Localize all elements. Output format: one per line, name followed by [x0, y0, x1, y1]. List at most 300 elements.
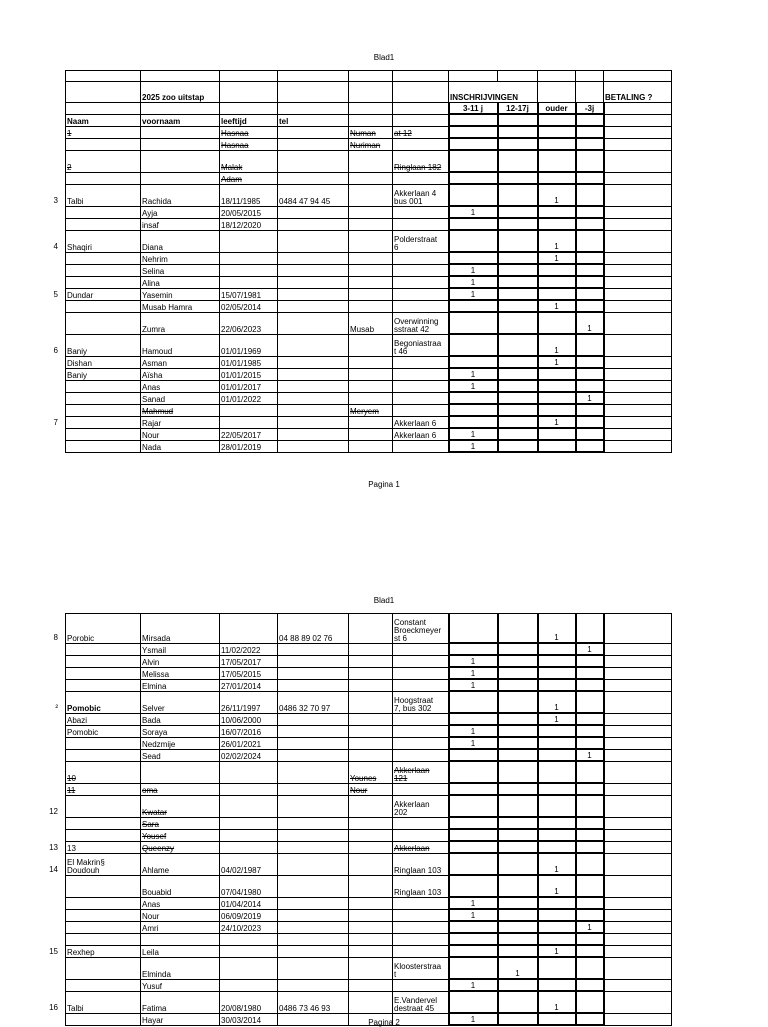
cell-b: [498, 264, 538, 276]
cell-naam: [66, 172, 141, 184]
cell-voornaam: Nour: [141, 428, 220, 440]
cell-voornaam: [141, 150, 220, 172]
cell-adres: Overwinning sstraat 42: [393, 312, 449, 334]
cell-d: [576, 957, 604, 979]
cell-tel: [278, 921, 349, 933]
table-row: [66, 404, 672, 416]
table-row: [66, 761, 672, 783]
cell-leeftijd: 02/05/2014: [220, 300, 278, 312]
cell-leeftijd: 27/01/2014: [220, 679, 278, 691]
cell-d: 1: [576, 312, 604, 334]
cell-b: [498, 921, 538, 933]
cell-leeftijd: [220, 783, 278, 795]
table-row: [66, 392, 672, 404]
cell-naam: [66, 643, 141, 655]
cell-tel: [278, 829, 349, 841]
cell-d: [576, 691, 604, 713]
cell-tel: [278, 404, 349, 416]
cell-b: [498, 184, 538, 206]
cell-x: [349, 691, 393, 713]
cell-a: [449, 252, 498, 264]
cell-d: [576, 853, 604, 875]
cell-d: [576, 909, 604, 921]
cell-x: [349, 218, 393, 230]
cell-leeftijd: 11/02/2022: [220, 643, 278, 655]
cell-voornaam: Bada: [141, 713, 220, 725]
spreadsheet-table-page2: [65, 613, 672, 1026]
cell-betaling: [604, 126, 672, 138]
cell-naam: Talbi: [66, 991, 141, 1013]
cell-leeftijd: [220, 264, 278, 276]
cell-tel: 04 88 89 02 76: [278, 614, 349, 644]
table-row: [66, 667, 672, 679]
cell-d: [576, 230, 604, 252]
cell-leeftijd: 10/06/2000: [220, 713, 278, 725]
cell-naam: [66, 252, 141, 264]
cell-betaling: [604, 288, 672, 300]
cell-b: [498, 230, 538, 252]
cell-voornaam: Bouabid: [141, 875, 220, 897]
cell-d: [576, 252, 604, 264]
cell-betaling: [604, 172, 672, 184]
cell-naam: [66, 749, 141, 761]
cell-leeftijd: 01/01/2015: [220, 368, 278, 380]
table-row: [66, 288, 672, 300]
cell-tel: [278, 252, 349, 264]
cell-naam: [66, 979, 141, 991]
row-number: 13: [49, 843, 58, 852]
cell-b: [498, 138, 538, 150]
cell-tel: [278, 230, 349, 252]
cell-tel: [278, 368, 349, 380]
cell-d: [576, 334, 604, 356]
cell-adres: Hoogstraat 7, bus 302: [393, 691, 449, 713]
cell-naam: [66, 679, 141, 691]
cell-x: Nuriman: [349, 138, 393, 150]
cell-c: [538, 725, 576, 737]
table-row: [66, 691, 672, 713]
table-row: [66, 218, 672, 230]
cell-a: 1: [449, 979, 498, 991]
cell-tel: [278, 416, 349, 428]
cell-tel: [278, 737, 349, 749]
col-voornaam-header: voornaam: [141, 114, 220, 126]
cell-betaling: [604, 909, 672, 921]
cell-c: [538, 150, 576, 172]
cell-b: [498, 404, 538, 416]
cell-a: 1: [449, 909, 498, 921]
table-row: [66, 440, 672, 452]
cell-leeftijd: [220, 979, 278, 991]
cell-leeftijd: 24/10/2023: [220, 921, 278, 933]
cell-b: [498, 761, 538, 783]
cell-naam: Talbi: [66, 184, 141, 206]
cell-adres: Polderstraat 6: [393, 230, 449, 252]
cell-d: [576, 761, 604, 783]
cell-d: [576, 667, 604, 679]
cell-tel: [278, 679, 349, 691]
cell-c: [538, 957, 576, 979]
cell-x: [349, 206, 393, 218]
table-row: [66, 957, 672, 979]
cell-naam: [66, 428, 141, 440]
cell-a: [449, 126, 498, 138]
cell-c: [538, 679, 576, 691]
cell-leeftijd: [220, 252, 278, 264]
table-row: [66, 829, 672, 841]
cell-leeftijd: [220, 945, 278, 957]
cell-betaling: [604, 206, 672, 218]
cell-naam: [66, 957, 141, 979]
cell-b: [498, 206, 538, 218]
table-row: [66, 713, 672, 725]
cell-a: [449, 853, 498, 875]
cell-tel: 0484 47 94 45: [278, 184, 349, 206]
cell-a: [449, 761, 498, 783]
cell-voornaam: Elmina: [141, 679, 220, 691]
cell-b: [498, 614, 538, 644]
cell-adres: Constant Broeckmeyer st 6: [393, 614, 449, 644]
cell-x: [349, 356, 393, 368]
cell-c: [538, 909, 576, 921]
cell-adres: [393, 655, 449, 667]
cell-a: 1: [449, 1013, 498, 1025]
cell-adres: [393, 933, 449, 945]
cell-naam: [66, 276, 141, 288]
table-row: [66, 979, 672, 991]
cell-betaling: [604, 150, 672, 172]
row-number: 14: [49, 865, 58, 874]
table-row: [66, 172, 672, 184]
cell-leeftijd: 01/01/1985: [220, 356, 278, 368]
cell-b: [498, 126, 538, 138]
cell-naam: [66, 817, 141, 829]
cell-c: [538, 172, 576, 184]
cell-leeftijd: Adam: [220, 172, 278, 184]
cell-b: [498, 691, 538, 713]
cell-betaling: [604, 392, 672, 404]
cell-adres: [393, 667, 449, 679]
cell-betaling: [604, 404, 672, 416]
cell-x: [349, 725, 393, 737]
cell-leeftijd: Malak: [220, 150, 278, 172]
spreadsheet-table-page1: [65, 70, 672, 453]
cell-voornaam: Diana: [141, 230, 220, 252]
cell-b: [498, 945, 538, 957]
cell-naam: Baniy: [66, 334, 141, 356]
cell-tel: [278, 749, 349, 761]
cell-voornaam: insaf: [141, 218, 220, 230]
cell-voornaam: [141, 761, 220, 783]
cell-betaling: [604, 897, 672, 909]
cell-adres: [393, 440, 449, 452]
cell-a: [449, 829, 498, 841]
cell-x: [349, 817, 393, 829]
cell-c: 1: [538, 230, 576, 252]
cell-x: [349, 288, 393, 300]
cell-d: [576, 172, 604, 184]
cell-tel: [278, 979, 349, 991]
cell-tel: [278, 392, 349, 404]
cell-a: 1: [449, 428, 498, 440]
cell-voornaam: Melissa: [141, 667, 220, 679]
cell-betaling: [604, 725, 672, 737]
cell-a: [449, 643, 498, 655]
cell-c: [538, 206, 576, 218]
cell-betaling: [604, 945, 672, 957]
cell-x: [349, 276, 393, 288]
cell-leeftijd: 16/07/2016: [220, 725, 278, 737]
cell-a: [449, 817, 498, 829]
cell-leeftijd: 18/11/1985: [220, 184, 278, 206]
cell-adres: Ringlaan 103: [393, 875, 449, 897]
cell-leeftijd: 30/03/2014: [220, 1013, 278, 1025]
cell-adres: [393, 829, 449, 841]
age-header-ouder: ouder: [538, 103, 576, 115]
cell-x: Younes: [349, 761, 393, 783]
cell-a: 1: [449, 276, 498, 288]
cell-c: [538, 829, 576, 841]
cell-voornaam: Selver: [141, 691, 220, 713]
cell-c: [538, 979, 576, 991]
table-row: [66, 276, 672, 288]
cell-b: [498, 795, 538, 817]
cell-x: [349, 392, 393, 404]
page-footer-2: Pagina 2: [368, 1018, 400, 1027]
cell-d: [576, 875, 604, 897]
cell-a: [449, 230, 498, 252]
trip-title: 2025 zoo uitstap: [141, 82, 220, 103]
cell-a: [449, 991, 498, 1013]
cell-x: [349, 679, 393, 691]
cell-leeftijd: [220, 404, 278, 416]
cell-betaling: [604, 230, 672, 252]
table-row: [66, 841, 672, 853]
cell-adres: Akkerlaan 202: [393, 795, 449, 817]
cell-betaling: [604, 933, 672, 945]
cell-tel: [278, 957, 349, 979]
cell-x: [349, 230, 393, 252]
cell-b: [498, 368, 538, 380]
cell-tel: [278, 817, 349, 829]
cell-a: [449, 713, 498, 725]
cell-voornaam: Asman: [141, 356, 220, 368]
cell-voornaam: [141, 933, 220, 945]
age-header-3-11: 3-11 j: [449, 103, 498, 115]
cell-leeftijd: 22/05/2017: [220, 428, 278, 440]
cell-tel: [278, 206, 349, 218]
cell-tel: [278, 288, 349, 300]
cell-b: [498, 643, 538, 655]
betaling-header: BETALING ?: [604, 82, 672, 103]
cell-d: [576, 897, 604, 909]
table-row: [66, 737, 672, 749]
table-row: [66, 921, 672, 933]
cell-naam: Baniy: [66, 368, 141, 380]
table-row: [66, 897, 672, 909]
table-row: [66, 749, 672, 761]
cell-naam: Pomobic: [66, 725, 141, 737]
cell-naam: 2: [66, 150, 141, 172]
cell-naam: [66, 300, 141, 312]
table-row: [66, 380, 672, 392]
col-tel-header: tel: [278, 114, 349, 126]
cell-a: [449, 404, 498, 416]
cell-a: 1: [449, 655, 498, 667]
sheet-title-page1: Blad1: [373, 53, 395, 62]
cell-x: [349, 667, 393, 679]
cell-betaling: [604, 184, 672, 206]
cell-adres: [393, 172, 449, 184]
cell-c: [538, 737, 576, 749]
cell-x: [349, 737, 393, 749]
cell-x: [349, 440, 393, 452]
cell-betaling: [604, 795, 672, 817]
cell-c: 1: [538, 300, 576, 312]
cell-betaling: [604, 761, 672, 783]
cell-d: [576, 991, 604, 1013]
cell-x: [349, 643, 393, 655]
cell-voornaam: Leila: [141, 945, 220, 957]
cell-tel: [278, 841, 349, 853]
cell-leeftijd: 20/05/2015: [220, 206, 278, 218]
cell-voornaam: Nedzmije: [141, 737, 220, 749]
cell-leeftijd: 18/12/2020: [220, 218, 278, 230]
cell-a: [449, 957, 498, 979]
cell-tel: [278, 655, 349, 667]
cell-tel: 0486 32 70 97: [278, 691, 349, 713]
cell-naam: [66, 380, 141, 392]
cell-b: [498, 172, 538, 184]
cell-betaling: [604, 749, 672, 761]
cell-leeftijd: 15/07/1981: [220, 288, 278, 300]
cell-x: [349, 264, 393, 276]
cell-a: [449, 921, 498, 933]
cell-c: [538, 667, 576, 679]
cell-c: 1: [538, 184, 576, 206]
cell-adres: [393, 737, 449, 749]
row-number: 8: [53, 633, 58, 642]
cell-adres: [393, 368, 449, 380]
cell-voornaam: Rachida: [141, 184, 220, 206]
cell-voornaam: Amri: [141, 921, 220, 933]
cell-d: [576, 368, 604, 380]
cell-c: [538, 312, 576, 334]
table-row: [66, 655, 672, 667]
cell-naam: [66, 737, 141, 749]
cell-betaling: [604, 368, 672, 380]
cell-tel: [278, 334, 349, 356]
cell-betaling: [604, 276, 672, 288]
table-row: [66, 945, 672, 957]
table-row: [66, 725, 672, 737]
cell-a: 1: [449, 897, 498, 909]
cell-x: [349, 300, 393, 312]
cell-betaling: [604, 428, 672, 440]
cell-adres: Akkerlaan 4 bus 001: [393, 184, 449, 206]
cell-d: [576, 655, 604, 667]
cell-adres: [393, 979, 449, 991]
cell-tel: [278, 126, 349, 138]
cell-leeftijd: 06/09/2019: [220, 909, 278, 921]
cell-d: [576, 356, 604, 368]
cell-voornaam: Hayar: [141, 1013, 220, 1025]
cell-d: [576, 795, 604, 817]
cell-naam: [66, 655, 141, 667]
cell-leeftijd: Hasnaa: [220, 138, 278, 150]
cell-betaling: [604, 691, 672, 713]
cell-leeftijd: 02/02/2024: [220, 749, 278, 761]
cell-b: [498, 933, 538, 945]
cell-tel: [278, 150, 349, 172]
cell-tel: [278, 713, 349, 725]
cell-betaling: [604, 957, 672, 979]
cell-a: [449, 783, 498, 795]
sheet-title-page2: Blad1: [373, 596, 395, 605]
cell-naam: 1: [66, 126, 141, 138]
cell-x: Numan: [349, 126, 393, 138]
cell-voornaam: [141, 126, 220, 138]
cell-betaling: [604, 737, 672, 749]
cell-voornaam: Selina: [141, 264, 220, 276]
cell-voornaam: Mahmud: [141, 404, 220, 416]
cell-b: [498, 853, 538, 875]
cell-a: [449, 172, 498, 184]
cell-adres: Ringlaan 103: [393, 853, 449, 875]
cell-d: [576, 725, 604, 737]
cell-adres: [393, 749, 449, 761]
cell-betaling: [604, 440, 672, 452]
cell-naam: [66, 440, 141, 452]
cell-b: [498, 356, 538, 368]
cell-leeftijd: [220, 933, 278, 945]
table-row: [66, 909, 672, 921]
cell-b: [498, 783, 538, 795]
cell-adres: Akkerlaan 121: [393, 761, 449, 783]
cell-d: [576, 945, 604, 957]
cell-a: [449, 933, 498, 945]
cell-d: [576, 679, 604, 691]
cell-adres: [393, 138, 449, 150]
cell-b: [498, 749, 538, 761]
cell-tel: [278, 783, 349, 795]
cell-tel: [278, 218, 349, 230]
cell-betaling: [604, 829, 672, 841]
cell-b: [498, 380, 538, 392]
cell-leeftijd: 28/01/2019: [220, 440, 278, 452]
cell-betaling: [604, 655, 672, 667]
cell-x: Meryem: [349, 404, 393, 416]
cell-x: [349, 945, 393, 957]
cell-voornaam: Yusuf: [141, 979, 220, 991]
cell-leeftijd: [220, 761, 278, 783]
cell-tel: [278, 264, 349, 276]
cell-a: 1: [449, 667, 498, 679]
cell-d: [576, 264, 604, 276]
cell-naam: 11: [66, 783, 141, 795]
cell-adres: [393, 404, 449, 416]
cell-b: [498, 817, 538, 829]
cell-x: [349, 150, 393, 172]
cell-d: [576, 206, 604, 218]
cell-voornaam: Hamoud: [141, 334, 220, 356]
cell-naam: [66, 921, 141, 933]
cell-x: [349, 380, 393, 392]
cell-a: 1: [449, 440, 498, 452]
cell-tel: [278, 909, 349, 921]
cell-x: [349, 334, 393, 356]
table-row: [66, 853, 672, 875]
